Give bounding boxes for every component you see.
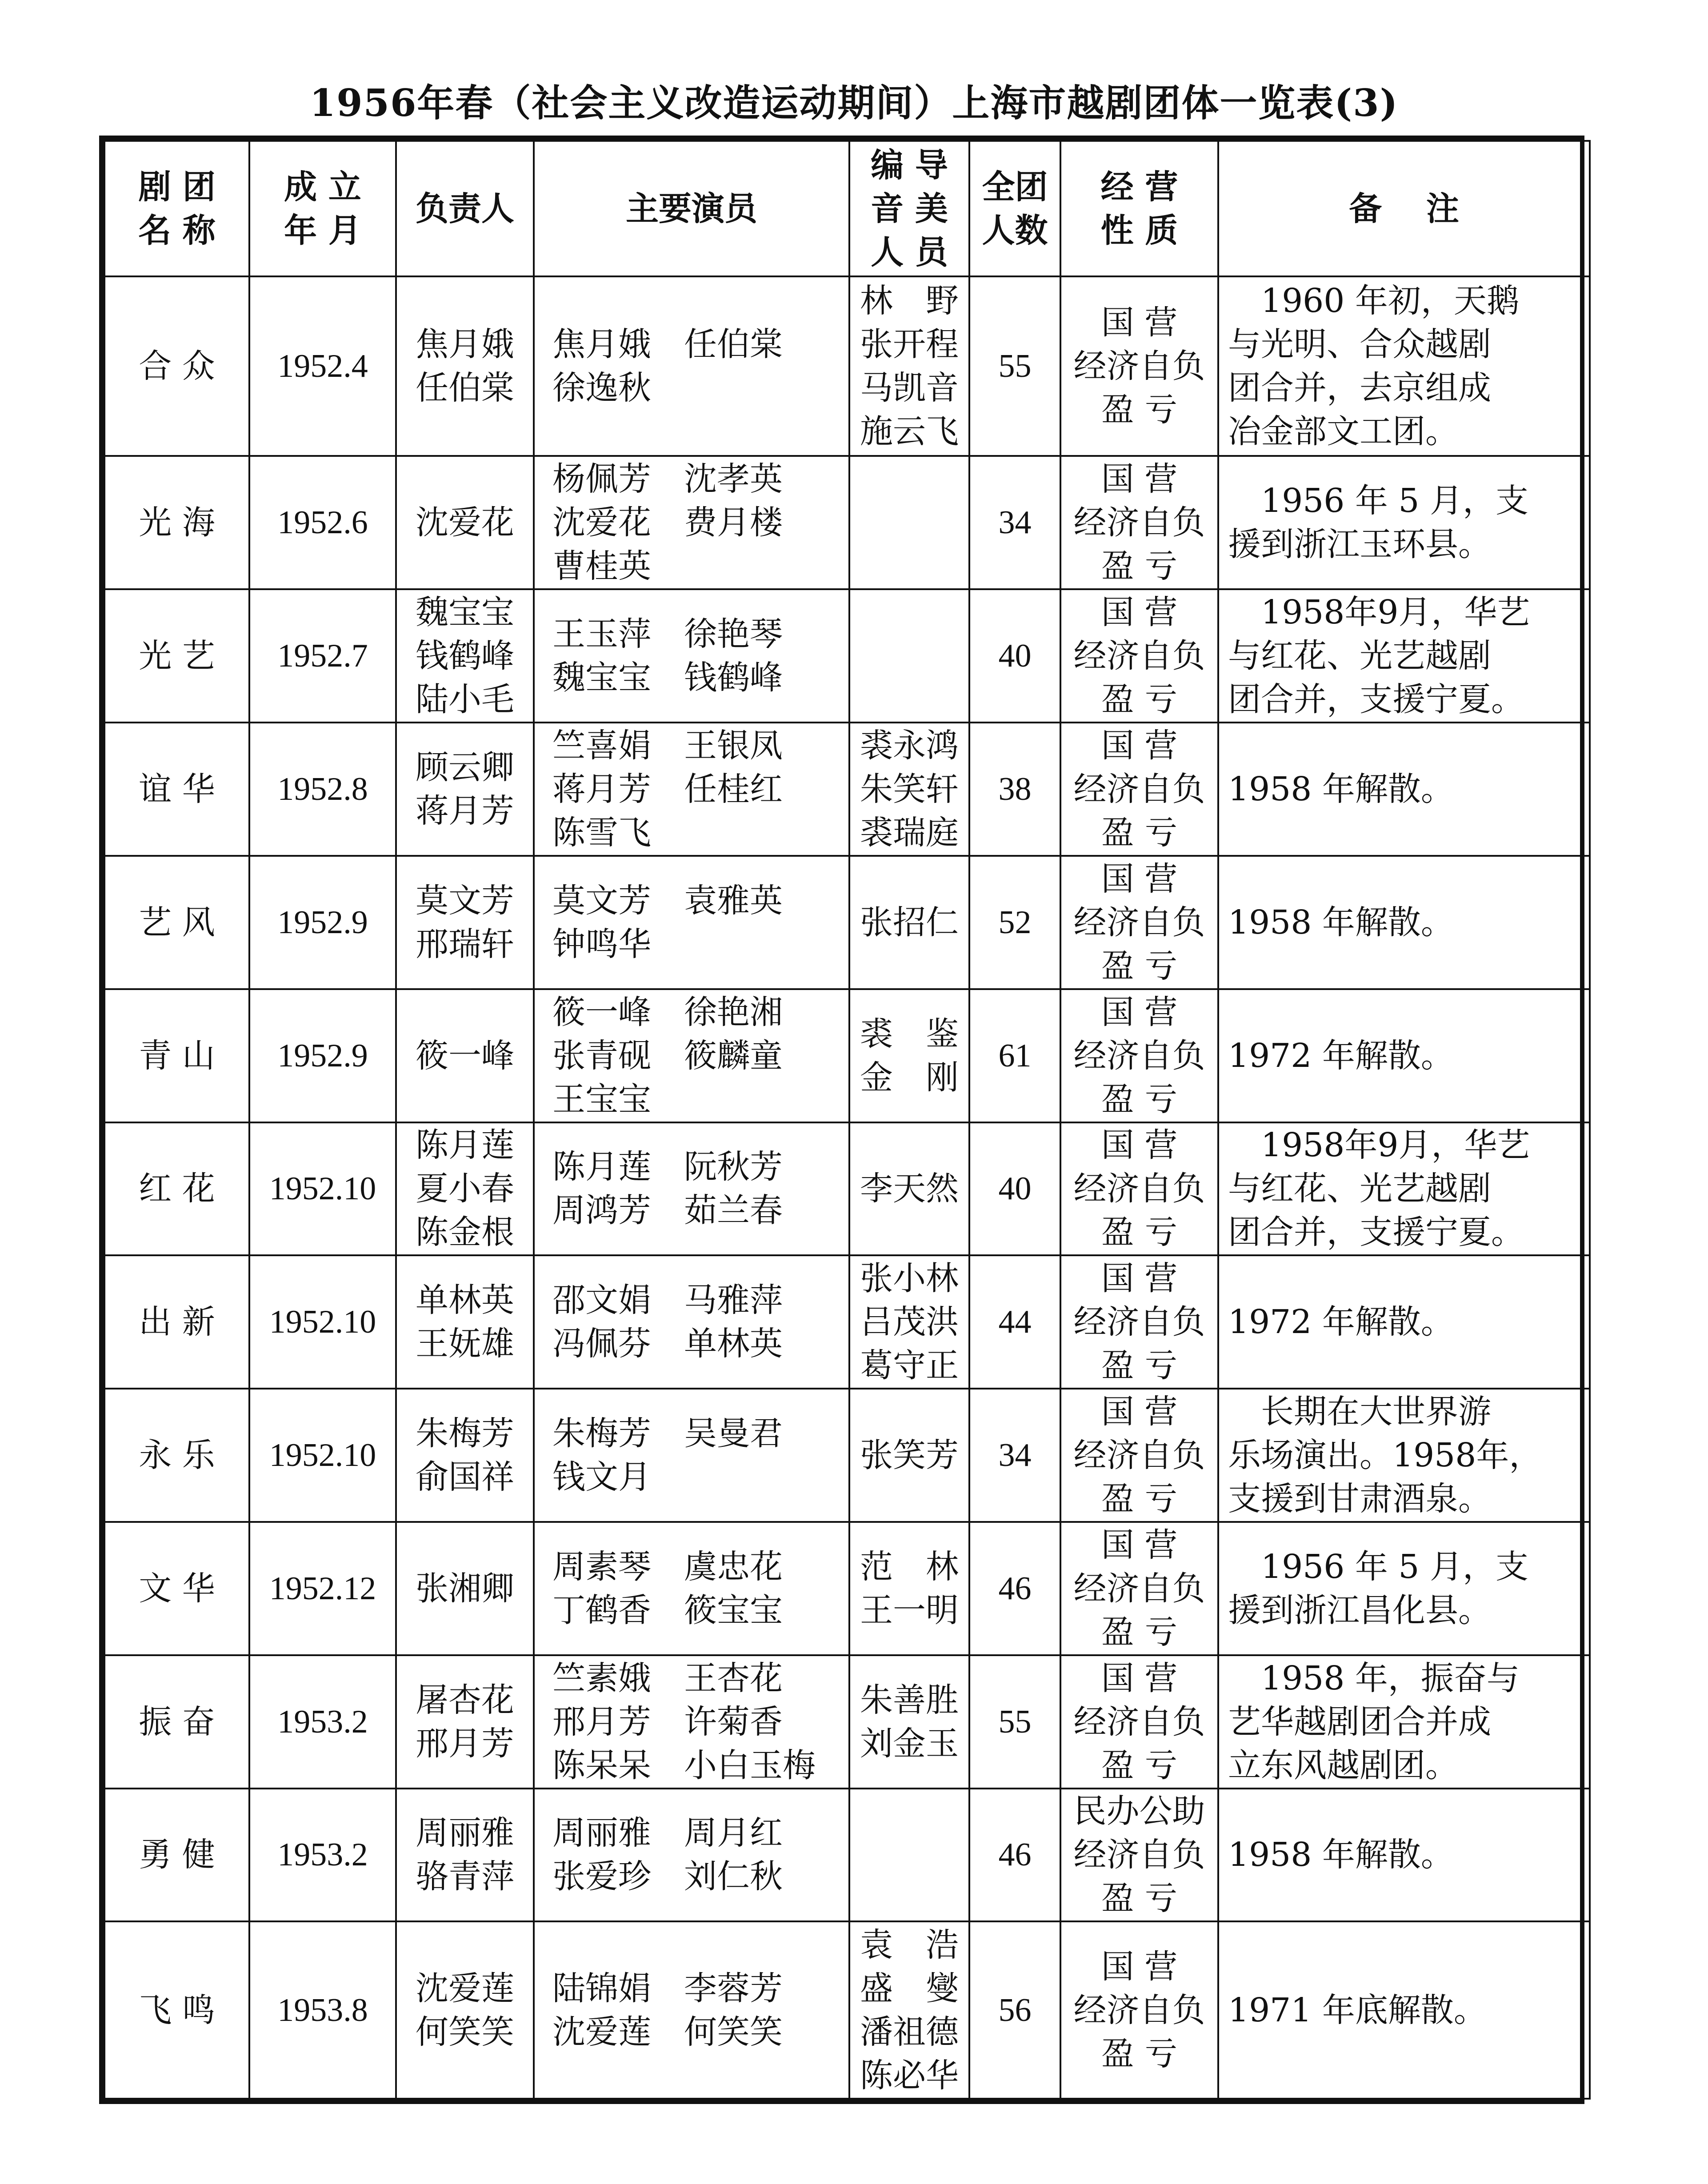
leader-name: 俞国祥 — [416, 1458, 514, 1497]
business-nature-cell — [1060, 1389, 1218, 1522]
nature-line: 民办公助 — [1073, 1792, 1205, 1831]
note-line: 长期在大世界游 — [1228, 1393, 1491, 1431]
notes-cell — [1218, 1655, 1590, 1789]
header-staff — [849, 141, 969, 276]
staff-cell — [849, 1522, 969, 1655]
leader-name: 钱鹤峰 — [416, 637, 514, 675]
headcount-cell: 40 — [969, 589, 1060, 723]
founded-cell: 1953.2 — [249, 1789, 396, 1922]
notes-cell — [1218, 1921, 1590, 2099]
headcount-cell: 34 — [969, 456, 1060, 589]
note-line: 与红花、光艺越剧 — [1228, 637, 1491, 675]
staff-name: 朱善胜 — [860, 1681, 959, 1719]
troupe-name-cell: 光 海 — [104, 456, 249, 589]
business-nature-cell — [1060, 589, 1218, 723]
cast-line: 陈雪飞 — [552, 813, 651, 852]
note-line: 1956 年 5 月，支 — [1228, 482, 1528, 520]
staff-name: 吕茂洪 — [860, 1303, 959, 1342]
leader-name: 何笑笑 — [416, 2012, 514, 2051]
staff-cell — [849, 856, 969, 989]
staff-name: 陈必华 — [860, 2056, 959, 2095]
header-line: 全团 — [982, 168, 1048, 206]
note-line: 1972 年解散。 — [1228, 1036, 1454, 1075]
nature-line: 盈 亏 — [1101, 946, 1178, 985]
header-leader — [396, 141, 534, 276]
leader-name: 邢月芳 — [416, 1724, 514, 1763]
nature-line: 经济自负 — [1073, 770, 1205, 808]
business-nature-cell — [1060, 1921, 1218, 2099]
cast-line: 杨佩芳 沈孝英 — [552, 460, 783, 499]
nature-line: 盈 亏 — [1101, 1879, 1178, 1918]
table-row — [104, 723, 1590, 856]
note-line: 团合并，去京组成 — [1228, 369, 1491, 407]
header-line: 经 营 — [1100, 168, 1178, 206]
cast-line: 陆锦娟 李蓉芳 — [552, 1969, 783, 2008]
leader-cell — [396, 1921, 534, 2099]
cast-line: 周鸿芳 茹兰春 — [552, 1191, 783, 1230]
leader-name: 夏小春 — [416, 1170, 514, 1208]
page-title: 1956年春（社会主义改造运动期间）上海市越剧团体一览表(3) — [309, 81, 1399, 125]
leader-name: 骆青萍 — [416, 1857, 514, 1896]
header-line: 音 美 — [871, 189, 948, 228]
business-nature-cell — [1060, 723, 1218, 856]
cast-line: 陈月莲 阮秋芳 — [552, 1148, 783, 1186]
cast-line: 朱梅芳 吴曼君 — [552, 1414, 783, 1453]
table-row — [104, 1522, 1590, 1655]
header-troupe-name — [104, 141, 249, 276]
headcount-cell: 61 — [969, 989, 1060, 1122]
staff-cell — [849, 989, 969, 1122]
table-row — [104, 1122, 1590, 1256]
note-line: 艺华越剧团合并成 — [1228, 1702, 1491, 1741]
note-line: 1958 年，振奋与 — [1228, 1659, 1520, 1697]
cast-line: 魏宝宝 钱鹤峰 — [552, 659, 783, 697]
main-cast-cell — [534, 1255, 849, 1389]
founded-cell: 1953.2 — [249, 1655, 396, 1789]
staff-cell — [849, 456, 969, 589]
nature-line: 国 营 — [1101, 593, 1178, 632]
nature-line: 国 营 — [1101, 303, 1178, 342]
main-cast-cell — [534, 856, 849, 989]
staff-name: 施云飞 — [860, 412, 959, 451]
leader-name: 蒋月芳 — [416, 791, 514, 830]
note-line: 1958 年解散。 — [1228, 1836, 1454, 1874]
troupe-name-cell: 出 新 — [104, 1255, 249, 1389]
nature-line: 经济自负 — [1073, 503, 1205, 542]
note-line: 1972 年解散。 — [1228, 1303, 1454, 1342]
staff-name: 李天然 — [860, 1170, 959, 1208]
nature-line: 盈 亏 — [1101, 680, 1178, 719]
nature-line: 经济自负 — [1073, 1436, 1205, 1475]
notes-cell — [1218, 1122, 1590, 1256]
table-row — [104, 1655, 1590, 1789]
note-line: 1958年9月，华艺 — [1228, 1126, 1530, 1165]
staff-name: 林 野 — [860, 282, 959, 320]
cast-line: 王宝宝 — [552, 1080, 651, 1118]
nature-line: 经济自负 — [1073, 637, 1205, 675]
business-nature-cell — [1060, 1655, 1218, 1789]
founded-cell: 1952.9 — [249, 989, 396, 1122]
notes-cell — [1218, 723, 1590, 856]
leader-name: 陈金根 — [416, 1213, 514, 1252]
nature-line: 经济自负 — [1073, 1569, 1205, 1608]
note-line: 1958年9月，华艺 — [1228, 593, 1530, 632]
cast-line: 陈呆呆 小白玉梅 — [552, 1746, 816, 1785]
headcount-cell: 46 — [969, 1522, 1060, 1655]
leader-cell — [396, 1789, 534, 1922]
leader-name: 朱梅芳 — [416, 1414, 514, 1453]
headcount-cell: 38 — [969, 723, 1060, 856]
cast-line: 张爱珍 刘仁秋 — [552, 1857, 783, 1896]
nature-line: 经济自负 — [1073, 1702, 1205, 1741]
leader-name: 沈爱莲 — [416, 1969, 514, 2008]
leader-cell — [396, 1655, 534, 1789]
header-line: 人 员 — [871, 233, 948, 272]
nature-line: 国 营 — [1101, 1947, 1178, 1986]
troupe-name-cell: 青 山 — [104, 989, 249, 1122]
header-line: 负责人 — [416, 189, 514, 228]
note-line: 团合并，支援宁夏。 — [1228, 680, 1524, 719]
nature-line: 国 营 — [1101, 460, 1178, 499]
business-nature-cell — [1060, 1255, 1218, 1389]
note-line: 乐场演出。1958年， — [1228, 1436, 1542, 1475]
cast-line: 蒋月芳 任桂红 — [552, 770, 783, 808]
staff-name: 马凯音 — [860, 369, 959, 407]
notes-cell — [1218, 1522, 1590, 1655]
founded-cell: 1952.10 — [249, 1389, 396, 1522]
header-notes — [1218, 141, 1590, 276]
troupe-name-cell: 永 乐 — [104, 1389, 249, 1522]
nature-line: 盈 亏 — [1101, 547, 1178, 586]
nature-line: 盈 亏 — [1101, 391, 1178, 429]
cast-line: 沈爱花 费月楼 — [552, 503, 783, 542]
founded-cell: 1952.4 — [249, 276, 396, 456]
headcount-cell: 56 — [969, 1921, 1060, 2099]
business-nature-cell — [1060, 989, 1218, 1122]
staff-name: 裘 鉴 — [860, 1014, 959, 1053]
cast-line: 王玉萍 徐艳琴 — [552, 615, 783, 654]
nature-line: 盈 亏 — [1101, 1346, 1178, 1385]
leader-name: 陈月莲 — [416, 1126, 514, 1165]
business-nature-cell — [1060, 1522, 1218, 1655]
note-line: 1960 年初，天鹅 — [1228, 282, 1520, 320]
troupe-table — [104, 140, 1591, 2100]
business-nature-cell — [1060, 276, 1218, 456]
business-nature-cell — [1060, 1122, 1218, 1256]
troupe-name-cell: 红 花 — [104, 1122, 249, 1256]
table-row — [104, 589, 1590, 723]
leader-name: 张湘卿 — [416, 1569, 514, 1608]
note-line: 1971 年底解散。 — [1228, 1991, 1487, 2029]
main-cast-cell — [534, 1389, 849, 1522]
leader-cell — [396, 1255, 534, 1389]
table-row — [104, 276, 1590, 456]
founded-cell: 1952.8 — [249, 723, 396, 856]
leader-name: 魏宝宝 — [416, 593, 514, 632]
staff-cell — [849, 1255, 969, 1389]
leader-name: 王妩雄 — [416, 1325, 514, 1363]
headcount-cell: 40 — [969, 1122, 1060, 1256]
staff-cell — [849, 1655, 969, 1789]
nature-line: 经济自负 — [1073, 1991, 1205, 2029]
staff-cell — [849, 276, 969, 456]
nature-line: 国 营 — [1101, 1393, 1178, 1431]
header-headcount — [969, 141, 1060, 276]
troupe-name-cell: 文 华 — [104, 1522, 249, 1655]
headcount-cell: 52 — [969, 856, 1060, 989]
troupe-name-cell: 光 艺 — [104, 589, 249, 723]
header-business-nature — [1060, 141, 1218, 276]
troupe-name-cell: 谊 华 — [104, 723, 249, 856]
header-line: 人数 — [982, 211, 1048, 250]
main-cast-cell — [534, 1789, 849, 1922]
header-founded — [249, 141, 396, 276]
troupe-table-frame — [99, 136, 1584, 2104]
headcount-cell: 55 — [969, 276, 1060, 456]
nature-line: 盈 亏 — [1101, 1746, 1178, 1785]
leader-name: 屠杏花 — [416, 1681, 514, 1719]
nature-line: 国 营 — [1101, 1126, 1178, 1165]
leader-cell — [396, 456, 534, 589]
staff-name: 裘瑞庭 — [860, 813, 959, 852]
staff-cell — [849, 1122, 969, 1256]
main-cast-cell — [534, 1122, 849, 1256]
headcount-cell: 44 — [969, 1255, 1060, 1389]
cast-line: 张青砚 筱麟童 — [552, 1036, 783, 1075]
table-row — [104, 456, 1590, 589]
nature-line: 盈 亏 — [1101, 1480, 1178, 1518]
leader-cell — [396, 989, 534, 1122]
nature-line: 盈 亏 — [1101, 1613, 1178, 1651]
leader-cell — [396, 1122, 534, 1256]
troupe-name-cell: 艺 风 — [104, 856, 249, 989]
leader-cell — [396, 276, 534, 456]
staff-cell — [849, 589, 969, 723]
leader-cell — [396, 723, 534, 856]
table-row — [104, 989, 1590, 1122]
staff-name: 袁 浩 — [860, 1925, 959, 1964]
staff-name: 潘祖德 — [860, 2012, 959, 2051]
nature-line: 经济自负 — [1073, 347, 1205, 386]
founded-cell: 1952.12 — [249, 1522, 396, 1655]
header-line: 编 导 — [871, 146, 948, 184]
note-line: 与光明、合众越剧 — [1228, 325, 1491, 364]
nature-line: 国 营 — [1101, 1659, 1178, 1697]
main-cast-cell — [534, 1921, 849, 2099]
cast-line: 钟鸣华 — [552, 925, 651, 963]
troupe-name-cell: 勇 健 — [104, 1789, 249, 1922]
header-line: 年 月 — [284, 211, 361, 250]
cast-line: 沈爱莲 何笑笑 — [552, 2012, 783, 2051]
nature-line: 经济自负 — [1073, 1836, 1205, 1874]
business-nature-cell — [1060, 1789, 1218, 1922]
founded-cell: 1952.7 — [249, 589, 396, 723]
cast-line: 邵文娟 马雅萍 — [552, 1281, 783, 1320]
nature-line: 经济自负 — [1073, 1036, 1205, 1075]
main-cast-cell — [534, 1522, 849, 1655]
table-row — [104, 856, 1590, 989]
cast-line: 曹桂英 — [552, 547, 651, 586]
note-line: 立东风越剧团。 — [1228, 1746, 1458, 1785]
notes-cell — [1218, 856, 1590, 989]
header-line: 性 质 — [1100, 211, 1178, 250]
founded-cell: 1952.9 — [249, 856, 396, 989]
notes-cell — [1218, 1389, 1590, 1522]
headcount-cell: 34 — [969, 1389, 1060, 1522]
leader-name: 焦月娥 — [416, 325, 514, 364]
notes-cell — [1218, 989, 1590, 1122]
nature-line: 国 营 — [1101, 993, 1178, 1031]
main-cast-cell — [534, 723, 849, 856]
staff-cell — [849, 723, 969, 856]
header-row — [104, 141, 1590, 276]
cast-line: 筱一峰 徐艳湘 — [552, 993, 783, 1031]
leader-name: 任伯棠 — [416, 369, 514, 407]
notes-cell — [1218, 276, 1590, 456]
notes-cell — [1218, 589, 1590, 723]
note-line: 冶金部文工团。 — [1228, 412, 1458, 451]
note-line: 1958 年解散。 — [1228, 770, 1454, 808]
cast-line: 丁鹤香 筱宝宝 — [552, 1591, 783, 1629]
nature-line: 盈 亏 — [1101, 813, 1178, 852]
header-main-cast — [534, 141, 849, 276]
cast-line: 徐逸秋 — [552, 369, 651, 407]
cast-line: 周丽雅 周月红 — [552, 1814, 783, 1853]
staff-name: 范 林 — [860, 1547, 959, 1586]
note-line: 援到浙江昌化县。 — [1228, 1591, 1491, 1629]
cast-line: 周素琴 虞忠花 — [552, 1547, 783, 1586]
staff-name: 金 刚 — [860, 1058, 959, 1097]
note-line: 援到浙江玉环县。 — [1228, 525, 1491, 564]
staff-cell — [849, 1789, 969, 1922]
staff-name: 张开程 — [860, 325, 959, 364]
leader-name: 邢瑞轩 — [416, 925, 514, 963]
cast-line: 邢月芳 许菊香 — [552, 1702, 783, 1741]
leader-cell — [396, 856, 534, 989]
headcount-cell: 55 — [969, 1655, 1060, 1789]
note-line: 支援到甘肃酒泉。 — [1228, 1480, 1491, 1518]
main-cast-cell — [534, 589, 849, 723]
staff-name: 盛 燮 — [860, 1969, 959, 2008]
founded-cell: 1952.10 — [249, 1255, 396, 1389]
header-line: 剧 团 — [138, 168, 216, 206]
nature-line: 国 营 — [1101, 859, 1178, 898]
staff-name: 刘金玉 — [860, 1724, 959, 1763]
staff-name: 朱笑轩 — [860, 770, 959, 808]
nature-line: 经济自负 — [1073, 903, 1205, 942]
troupe-name-cell: 合 众 — [104, 276, 249, 456]
main-cast-cell — [534, 1655, 849, 1789]
table-body — [104, 276, 1590, 2099]
header-line: 名 称 — [138, 211, 216, 250]
header-line: 成 立 — [284, 168, 361, 206]
cast-line: 莫文芳 袁雅英 — [552, 881, 783, 920]
staff-name: 葛守正 — [860, 1346, 959, 1385]
leader-cell — [396, 589, 534, 723]
staff-name: 张小林 — [860, 1259, 959, 1298]
leader-name: 陆小毛 — [416, 680, 514, 719]
notes-cell — [1218, 1789, 1590, 1922]
main-cast-cell — [534, 456, 849, 589]
note-line: 团合并，支援宁夏。 — [1228, 1213, 1524, 1252]
note-line: 1956 年 5 月，支 — [1228, 1547, 1528, 1586]
nature-line: 国 营 — [1101, 726, 1178, 765]
leader-cell — [396, 1522, 534, 1655]
leader-name: 周丽雅 — [416, 1814, 514, 1853]
leader-cell — [396, 1389, 534, 1522]
nature-line: 国 营 — [1101, 1525, 1178, 1564]
leader-name: 单林英 — [416, 1281, 514, 1320]
headcount-cell: 46 — [969, 1789, 1060, 1922]
note-line: 与红花、光艺越剧 — [1228, 1170, 1491, 1208]
nature-line: 国 营 — [1101, 1259, 1178, 1298]
cast-line: 竺喜娟 王银凤 — [552, 726, 783, 765]
nature-line: 经济自负 — [1073, 1303, 1205, 1342]
cast-line: 钱文月 — [552, 1458, 651, 1497]
note-line: 1958 年解散。 — [1228, 903, 1454, 942]
founded-cell: 1952.6 — [249, 456, 396, 589]
leader-name: 沈爱花 — [416, 503, 514, 542]
main-cast-cell — [534, 989, 849, 1122]
staff-name: 裘永鸿 — [860, 726, 959, 765]
cast-line: 冯佩芬 单林英 — [552, 1325, 783, 1363]
nature-line: 盈 亏 — [1101, 1080, 1178, 1118]
table-row — [104, 1389, 1590, 1522]
founded-cell: 1953.8 — [249, 1921, 396, 2099]
nature-line: 盈 亏 — [1101, 2034, 1178, 2073]
business-nature-cell — [1060, 456, 1218, 589]
staff-cell — [849, 1389, 969, 1522]
founded-cell: 1952.10 — [249, 1122, 396, 1256]
table-row — [104, 1789, 1590, 1922]
cast-line: 焦月娥 任伯棠 — [552, 325, 783, 364]
table-row — [104, 1255, 1590, 1389]
header-line: 主要演员 — [626, 189, 757, 228]
notes-cell — [1218, 1255, 1590, 1389]
main-cast-cell — [534, 276, 849, 456]
leader-name: 莫文芳 — [416, 881, 514, 920]
header-line: 备 注 — [1349, 189, 1459, 228]
notes-cell — [1218, 456, 1590, 589]
staff-name: 张笑芳 — [860, 1436, 959, 1475]
staff-name: 王一明 — [860, 1591, 959, 1629]
troupe-name-cell: 飞 鸣 — [104, 1921, 249, 2099]
table-row — [104, 1921, 1590, 2099]
staff-name: 张招仁 — [860, 903, 959, 942]
business-nature-cell — [1060, 856, 1218, 989]
troupe-name-cell: 振 奋 — [104, 1655, 249, 1789]
nature-line: 经济自负 — [1073, 1170, 1205, 1208]
leader-name: 顾云卿 — [416, 748, 514, 787]
leader-name: 筱一峰 — [416, 1036, 514, 1075]
nature-line: 盈 亏 — [1101, 1213, 1178, 1252]
staff-cell — [849, 1921, 969, 2099]
cast-line: 竺素娥 王杏花 — [552, 1659, 783, 1697]
